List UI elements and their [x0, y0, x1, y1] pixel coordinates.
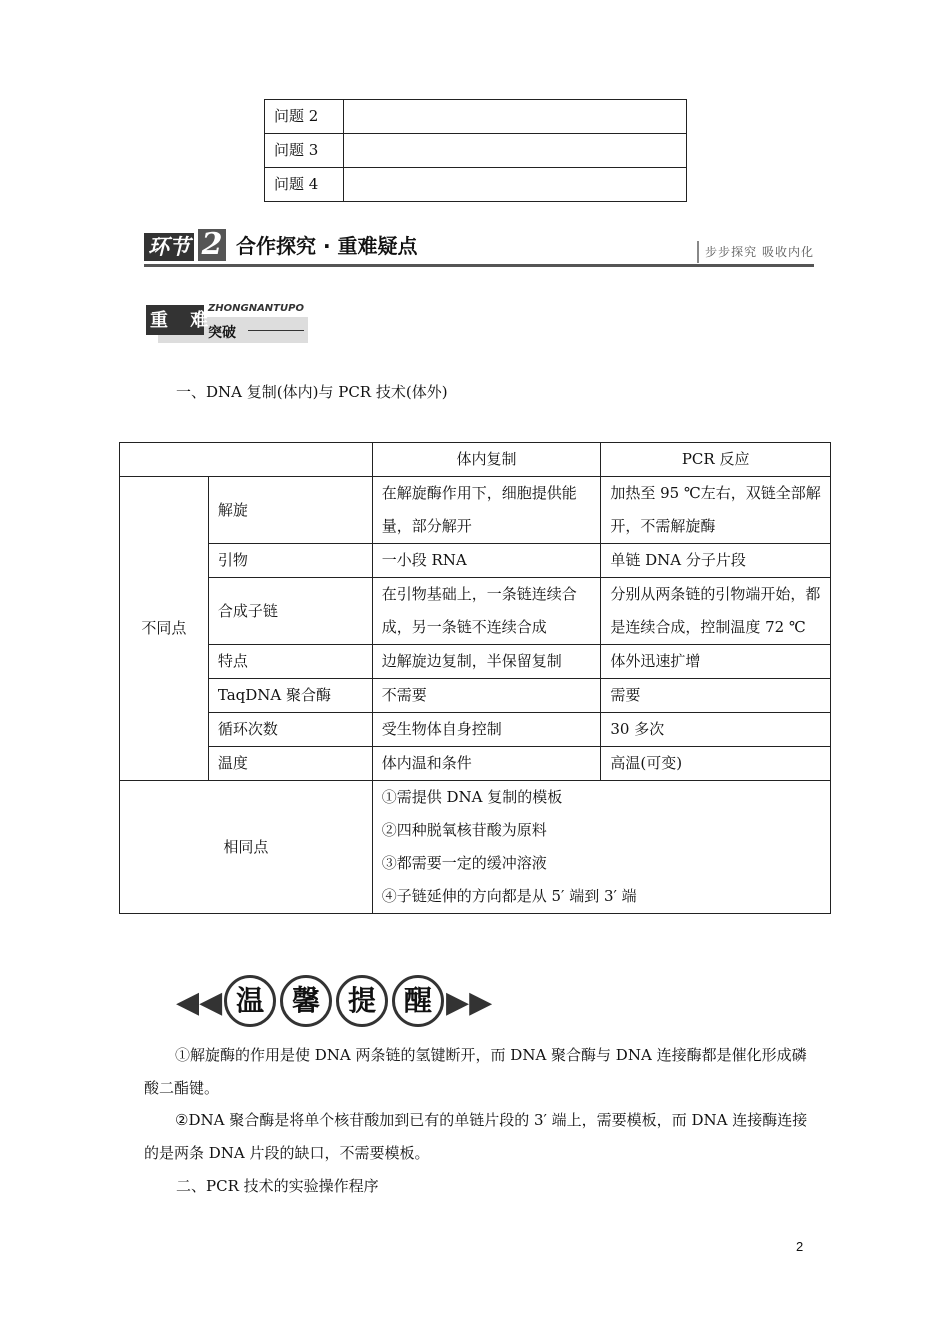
note-1: ①解旋酶的作用是使 DNA 两条链的氢键断开，而 DNA 聚合酶与 DNA 连接酶都是催化形成磷酸二酯键。	[144, 1046, 807, 1097]
double-chevron-left-icon: ◀◀	[176, 985, 223, 1020]
table-row	[120, 578, 831, 645]
double-chevron-right-icon: ▶▶	[446, 985, 493, 1020]
key-difficulty-badge	[146, 305, 311, 345]
row-in-vivo: 受生物体自身控制	[372, 713, 601, 747]
question-label: 问题 2	[265, 100, 344, 134]
row-item: 解旋	[208, 477, 372, 544]
table-row	[120, 544, 831, 578]
row-in-vivo: 不需要	[372, 679, 601, 713]
row-in-vivo: 在解旋酶作用下，细胞提供能量，部分解开	[372, 477, 601, 544]
section1-title: 一、DNA 复制(体内)与 PCR 技术(体外)	[176, 383, 448, 401]
row-pcr: 分别从两条链的引物端开始，都是连续合成，控制温度 72 ℃	[601, 578, 831, 645]
row-item: TaqDNA 聚合酶	[208, 679, 372, 713]
table-row	[120, 443, 831, 477]
table-row	[120, 645, 831, 679]
arrow-left-icon	[248, 330, 304, 331]
table-row	[120, 747, 831, 781]
diff-label: 不同点	[120, 477, 209, 781]
section2-title: 二、PCR 技术的实验操作程序	[176, 1177, 379, 1195]
same-label: 相同点	[120, 781, 373, 914]
page-number: 2	[796, 1239, 804, 1254]
banner-underline	[144, 264, 814, 267]
row-pcr: 体外迅速扩增	[601, 645, 831, 679]
same-item: ②四种脱氧核苷酸为原料	[381, 821, 547, 839]
row-item: 引物	[208, 544, 372, 578]
banner-side-text: 步步探究 吸收内化	[697, 241, 814, 263]
reminder-char: 醒	[392, 975, 444, 1027]
same-item: ④子链延伸的方向都是从 5′ 端到 3′ 端	[381, 887, 637, 905]
row-pcr: 30 多次	[601, 713, 831, 747]
same-item: ③都需要一定的缓冲溶液	[381, 854, 547, 872]
row-item: 合成子链	[208, 578, 372, 645]
reminder-char: 馨	[280, 975, 332, 1027]
header-pcr: PCR 反应	[601, 443, 831, 477]
question-answer	[344, 134, 687, 168]
question-answer	[344, 168, 687, 202]
row-in-vivo: 体内温和条件	[372, 747, 601, 781]
reminder-char: 提	[336, 975, 388, 1027]
banner-number: 2	[198, 229, 226, 261]
table-row	[265, 100, 687, 134]
question-label: 问题 3	[265, 134, 344, 168]
row-in-vivo: 一小段 RNA	[372, 544, 601, 578]
table-row	[120, 781, 831, 914]
row-item: 温度	[208, 747, 372, 781]
row-pcr: 加热至 95 ℃左右，双链全部解开，不需解旋酶	[601, 477, 831, 544]
badge-cn-top: 重 难	[150, 310, 217, 331]
table-row	[120, 477, 831, 544]
banner-tag: 环节	[144, 233, 194, 261]
table-row	[120, 713, 831, 747]
row-in-vivo: 在引物基础上，一条链连续合成，另一条链不连续合成	[372, 578, 601, 645]
section-banner	[144, 229, 814, 267]
note-2: ②DNA 聚合酶是将单个核苷酸加到已有的单链片段的 3′ 端上，需要模板，而 DNA 连接酶连接的是两条 DNA 片段的缺口，不需要模板。	[144, 1111, 808, 1162]
row-in-vivo: 边解旋边复制，半保留复制	[372, 645, 601, 679]
reminder-char: 温	[224, 975, 276, 1027]
question-label: 问题 4	[265, 168, 344, 202]
table-row	[120, 679, 831, 713]
question-table	[264, 99, 687, 202]
header-in-vivo: 体内复制	[372, 443, 601, 477]
row-item: 循环次数	[208, 713, 372, 747]
question-answer	[344, 100, 687, 134]
banner-title: 合作探究 · 重难疑点	[236, 234, 418, 258]
table-row	[265, 168, 687, 202]
same-item: ①需提供 DNA 复制的模板	[381, 788, 563, 806]
table-row	[265, 134, 687, 168]
badge-en: ZHONGNANTUPO	[208, 303, 304, 314]
same-items-cell	[372, 781, 830, 914]
row-pcr: 高温(可变)	[601, 747, 831, 781]
row-pcr: 单链 DNA 分子片段	[601, 544, 831, 578]
row-item: 特点	[208, 645, 372, 679]
header-empty-cell	[120, 443, 373, 477]
badge-cn-bottom: 突破	[208, 325, 236, 341]
row-pcr: 需要	[601, 679, 831, 713]
comparison-table	[119, 442, 831, 914]
